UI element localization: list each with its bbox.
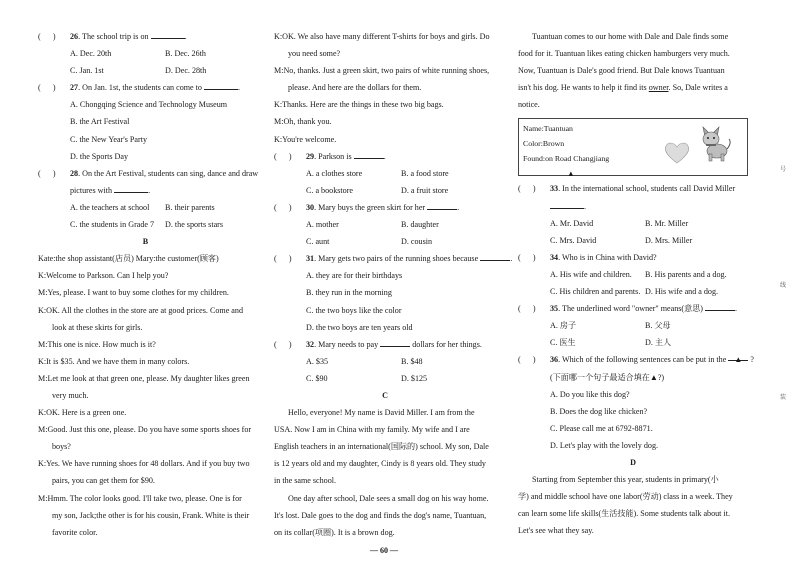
question-36: ( ) 36. Which of the following sentences can be put in the ▲ ? <box>518 351 748 368</box>
heart-icon <box>664 141 690 165</box>
page-number: — 60 — <box>370 546 398 555</box>
notice-color: Color:Brown <box>523 139 565 149</box>
question-30: ( ) 30. Mary buys the green skirt for her . <box>274 199 496 216</box>
question-26: ( ) 26. The school trip is on . <box>38 28 253 45</box>
side-mark: 号 <box>780 167 787 173</box>
answer-blank[interactable] <box>114 183 148 193</box>
side-mark: 装 <box>780 395 787 401</box>
answer-blank[interactable] <box>705 301 735 311</box>
answer-blank[interactable] <box>427 200 457 210</box>
question-34: ( ) 34. Who is in China with David? <box>518 252 657 262</box>
answer-blank-mark: ▲ <box>728 351 748 361</box>
section-d-heading: D <box>630 457 636 467</box>
question-28: ( ) 28. On the Art Festival, students can sing, dance and draw <box>38 168 259 178</box>
answer-paren: ( ) <box>38 32 56 41</box>
question-33: ( ) 33. In the international school, students call David Miller <box>518 184 736 194</box>
answer-blank[interactable] <box>204 80 238 90</box>
section-c-heading: C <box>382 390 388 400</box>
notice-found: Found:on Road Changjiang <box>523 154 610 164</box>
right-column: Tuantuan comes to our home with Dale and Dale finds some food for it. Tuantuan likes eating chicken hamburgers very much. Now, Tuantuan is Dale's good friend. But Dale knows Tuantuan isn't his dog. He wants to help it find its owner. So, Dale writes a notice. Name:Tuantuan Color:Brown Found:on Road Changjiang ▲ ( ) 33. In the international school, students call David Miller . A. Mr. David B. Mr. Miller C. Mrs. David D. Mrs. Miller ( ) 34. Who is in China with David? A. His wife and children. B. His parents and a dog. C. His children and parents. D. His wife and a dog. ( ) 35. The underlined word "owner" means(意思) . A. 房子 B. 父母 C. 医生 D. 主人 ( ) 36. Which of the following sentences can be put in the ▲ ? (下面哪一个句子最适合填在▲?) A. Do you like this dog? B. Does the dog like chicken? C. Please call me at 6792-8871. D. Let's play with the lovely dog. D Starting from September this year, students in primary(小 学) and middle school have one labor(劳动) class in a week. They can learn some life skills(生活技能). Some students talk about it. Let's see what they say. <box>518 32 754 536</box>
lost-dog-notice <box>518 118 748 179</box>
question-31: ( ) 31. Mary gets two pairs of the running shoes because . <box>274 250 496 267</box>
question-27: ( ) 27. On Jan. 1st, the students can come to . <box>38 79 253 96</box>
options-26: A. Dec. 20th B. Dec. 26th <box>70 49 206 59</box>
question-32: ( ) 32. Mary needs to pay dollars for her things. <box>274 336 496 353</box>
notice-blank-mark: ▲ <box>567 169 575 179</box>
answer-blank[interactable] <box>354 149 384 159</box>
underlined-word-owner: owner <box>648 83 669 93</box>
answer-blank[interactable] <box>380 337 410 347</box>
side-mark: 线 <box>780 283 787 289</box>
section-b-heading: B <box>142 237 149 247</box>
answer-blank[interactable] <box>480 251 510 261</box>
left-column: ( ) 26. The school trip is on . A. Dec. 20th B. Dec. 26th C. Jan. 1st D. Dec. 28th ( ) 27. On Jan. 1st, the students can come to . A. Chongqing Science and Technology Museum B. the Art Festival C. the New Year's Party D. the Sports Day ( ) 28. On the Art Festival, students can sing, dance and draw pictures with . A. the teachers at school B. their parents C. the students in Grade 7 D. the sports stars B Kate:the shop assistant(店员) Mary:the customer(顾客) K:Welcome to Parkson. Can I help you? M:Yes, please. I want to buy some clothes for my children. K:OK. All the clothes in the store are at good prices. Come and look at these skirts for girls. M:This one is nice. How much is it? K:It is $35. And we have them in many colors. M:Let me look at that green one, please. My daughter likes green very much. K:OK. Here is a green one. M:Good. Just this one, please. Do you have some sports shoes for boys? K:Yes. We have running shoes for 48 dollars. And if you buy two pairs, you can get them for $90. M:Hmm. The color looks good. I'll take two, please. One is for my son, Jack;the other is for his cousin, Frank. White is their favorite color. <box>38 28 253 541</box>
dog-icon <box>697 123 733 163</box>
answer-blank[interactable] <box>550 199 584 209</box>
notice-name: Name:Tuantuan <box>523 124 573 134</box>
roles-line: Kate:the shop assistant(店员) Mary:the customer(顾客) <box>38 254 219 264</box>
question-29: ( ) 29. Parkson is . <box>274 148 496 165</box>
middle-column: K:OK. We also have many different T-shirts for boys and girls. Do you need some? M:No, thanks. Just a green skirt, two pairs of white running shoes, please. And here are the dollars for them. K:Thanks. Here are the things in these two big bags. M:Oh, thank you. K:You're welcome. ( ) 29. Parkson is . A. a clothes store B. a food store C. a bookstore D. a fruit store ( ) 30. Mary buys the green skirt for her . A. mother B. daughter C. aunt D. cousin ( ) 31. Mary gets two pairs of the running shoes because . A. they are for their birthdays B. they run in the morning C. the two boys like the color D. the two boys are ten years old ( ) 32. Mary needs to pay dollars for her things. A. $35 B. $48 C. $90 D. $125 C Hello, everyone! My name is David Miller. I am from the USA. Now I am in China with my family. My wife and I are English teachers in an international(国际的) school. My son, Dale is 12 years old and my daughter, Cindy is 8 years old. They study in the same school. One day after school, Dale sees a small dog on his way home. It's lost. Dale goes to the dog and finds the dog's name, Tuantuan, on its collar(项圈). It is a brown dog. <box>274 32 513 537</box>
answer-blank[interactable] <box>151 29 185 39</box>
question-35: ( ) 35. The underlined word "owner" means(意思) . <box>518 300 748 317</box>
